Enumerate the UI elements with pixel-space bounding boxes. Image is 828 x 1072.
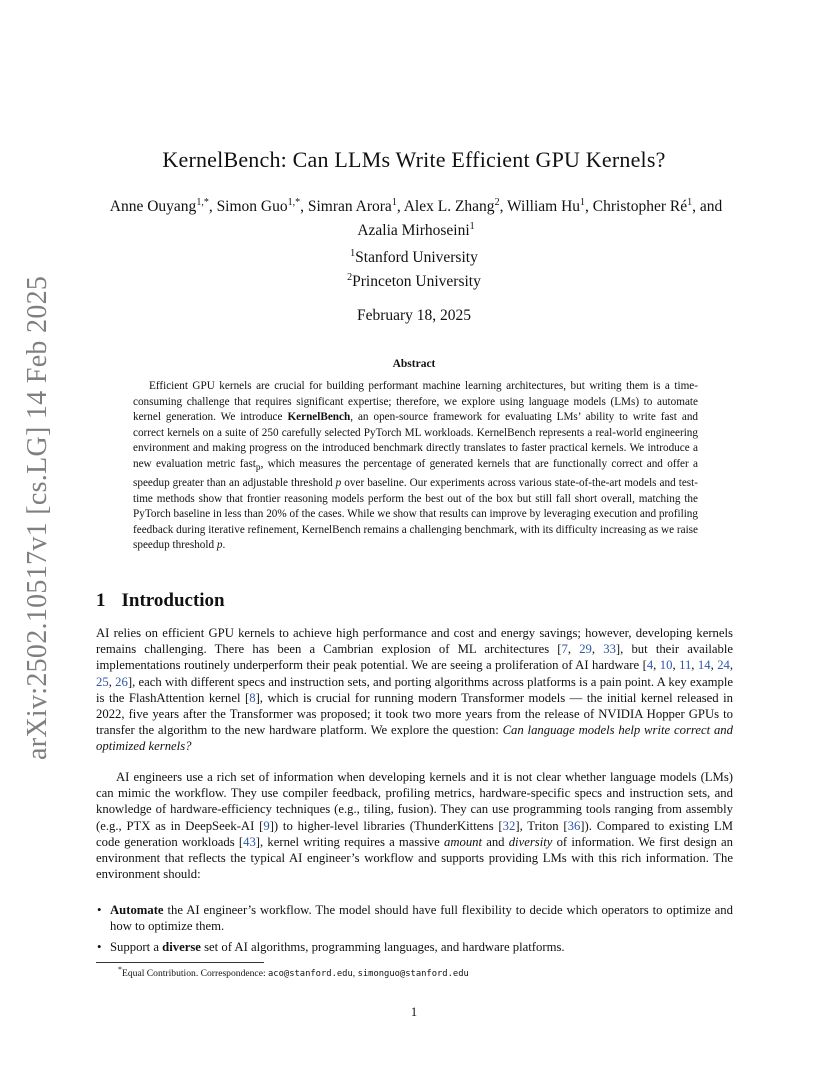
publication-date: February 18, 2025 [356,307,472,324]
benchmark-name: KernelBench [287,411,351,423]
citation-link[interactable]: 9 [263,818,270,833]
page-number: 1 [410,1005,418,1019]
author: William Hu$^1$ [507,197,586,216]
section-heading-introduction: 1 Introduction [96,590,225,611]
author: Christopher $Ré^1$ [592,197,693,216]
citation-link[interactable]: 11 [679,658,692,673]
list-item: • Automate the AI engineer’s workflow. The model should have full flexibility to decide which operators to optimize and how to optimize them. [97,903,733,934]
author-list: Anne Ouyang$^{1,*}$, Simon Guo$^{1,*}$, Simran Arora$^1$, Alex L. Zhang$^2$, William Hu$^1$, Christopher $Ré^1$, and Azalia Mirhoseini$^1$ [109,197,723,240]
research-question: Can language models help write correct and optimized kernels? [96,723,733,754]
citation-link[interactable]: 24 [717,658,730,673]
bullet-icon: • [97,940,102,955]
citation-link[interactable]: 25 [96,674,109,689]
citation-link[interactable]: 32 [502,818,516,833]
intro-paragraph-2: AI engineers use a rich set of information when developing kernels and it is not clear whether language models (LMs) can mimic the workflow. They use compiler feedback, profiling metrics, hardware-specific specs and instruction sets, and knowledge of hardware-efficiency techniques (e.g., tiling, fusion). They can use programming tools ranging from assembly (e.g., PTX as in DeepSeek-AI [9]) to higher-level libraries (ThunderKittens [32], Triton [36]). Compared to existing LM code generation workloads [43], kernel writing requires a massive amount and diversity of information. We first design an environment that reflects the typical AI engineer’s workflow and supports providing LMs with this rich information. The environment should: [96,770,733,882]
abstract-text: Efficient GPU kernels are crucial for building performant machine learning architectures, but writing them is a time-consuming challenge that requires significant expertise; therefore, we explore using language models (LMs) to automate kernel generation. We introduce KernelBench, an open-source framework for evaluating LMs’ ability to write fast and correct kernels on a suite of 250 carefully selected PyTorch ML workloads. KernelBench represents a real-world engineering environment and making progress on the introduced benchmark directly translates to faster practical kernels. We introduce a new evaluation metric fast$_p$, which measures the percentage of generated kernels that are functionally correct and offer a speedup greater than an adjustable threshold p over baseline. Our experiments across various state-of-the-art models and test-time methods show that frontier reasoning models perform the best out of the box but still fall short overall, matching the PyTorch baseline in less than 20% of the cases. While we show that results can improve by leveraging execution and profiling feedback during iterative refinement, KernelBench remains a challenging benchmark, with its difficulty increasing as we raise speedup threshold p. [133,380,699,552]
list-item: • Support a diverse set of AI algorithms, programming languages, and hardware platforms. [97,940,565,955]
author: Simon Guo$^{1,*}$ [216,197,301,216]
citation-link[interactable]: 36 [567,818,581,833]
citation-link[interactable]: 14 [697,658,711,673]
citation-link[interactable]: 8 [249,690,256,705]
citation-link[interactable]: 4 [646,658,654,673]
paper-title: KernelBench: Can LLMs Write Efficient GPU Kernels? [162,147,666,172]
email-link[interactable]: aco@stanford.edu [268,969,353,980]
citation-link[interactable]: 10 [659,658,673,673]
footnote: *Equal Contribution. Correspondence: aco@stanford.edu, simonguo@stanford.edu [118,965,469,980]
author: Anne Ouyang$^{1,*}$ [109,197,209,216]
affiliation: $^1$Stanford University [350,248,478,267]
citation-link[interactable]: 26 [115,674,128,689]
citation-link[interactable]: 43 [243,834,256,849]
requirements-list [96,902,733,961]
author: Simran Arora$^1$ [307,197,397,216]
intro-paragraph-1: AI relies on efficient GPU kernels to achieve high performance and cost and energy savings; however, developing kernels remains challenging. There has been a Cambrian explosion of ML architectures [7, 29, 33], but their available implementations routinely underperform their peak potential. We are seeing a proliferation of AI hardware [4, 10, 11, 14, 24, 25, 26], each with different specs and instruction sets, and porting algorithms across platforms is a pain point. A key example is the FlashAttention kernel [8], which is crucial for running modern Transformer models — the initial kernel released in 2022, five years after the Transformer was proposed; it took two more years from the release of NVIDIA Hopper GPUs to transfer the algorithm to the new hardware platform. We explore the question: Can language models help write correct and optimized kernels? [96,626,734,754]
affiliation-list [0,244,828,292]
citation-link[interactable]: 33 [603,642,616,657]
affiliation: $^2$Princeton University [347,272,481,291]
arxiv-identifier-stamp: arXiv:2502.10517v1 [cs.LG] 14 Feb 2025 [22,275,53,760]
bullet-icon: • [97,903,102,917]
citation-link[interactable]: 7 [561,642,568,657]
abstract-heading: Abstract [392,358,436,370]
footnote-divider [96,962,264,963]
author: Alex L. Zhang$^2$ [403,197,500,216]
email-link[interactable]: simonguo@stanford.edu [357,969,469,980]
citation-link[interactable]: 29 [579,642,592,657]
author: Azalia Mirhoseini$^1$ [357,221,475,240]
